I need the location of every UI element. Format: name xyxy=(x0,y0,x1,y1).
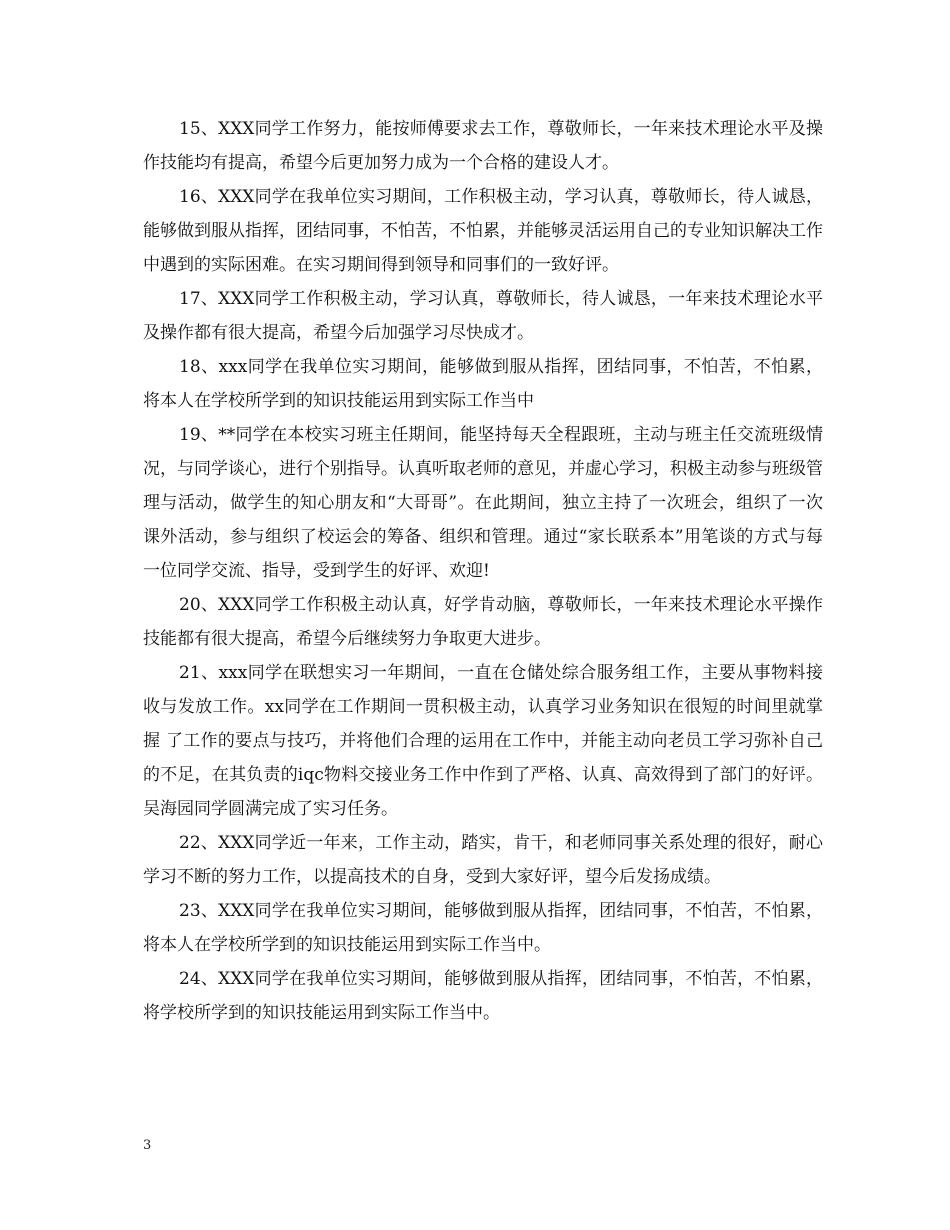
paragraph-21: 21、xxx同学在联想实习一年期间，一直在仓储处综合服务组工作，主要从事物料接收与发放工作。xx同学在工作期间一贯积极主动，认真学习业务知识在很短的时间里就掌握 了工作的要点与技巧，并将他们合理的运用在工作中，并能主动向老员工学习弥补自己的不足，在其负责的iqc物料交接业务工作中作到了严格、认真、高效得到了部门的好评。吴海园同学圆满完成了实习任务。 xyxy=(143,663,823,819)
paragraph-16: 16、XXX同学在我单位实习期间，工作积极主动，学习认真，尊敬师长，待人诚恳，能够做到服从指挥，团结同事，不怕苦，不怕累，并能够灵活运用自己的专业知识解决工作中遇到的实际困难。在实习期间得到领导和同事们的一致好评。 xyxy=(143,187,823,275)
document-body xyxy=(143,112,823,1030)
paragraph-24: 24、XXX同学在我单位实习期间，能够做到服从指挥，团结同事，不怕苦，不怕累，将学校所学到的知识技能运用到实际工作当中。 xyxy=(143,969,823,1023)
paragraph-18: 18、xxx同学在我单位实习期间，能够做到服从指挥，团结同事，不怕苦，不怕累，将本人在学校所学到的知识技能运用到实际工作当中 xyxy=(143,357,823,411)
paragraph-19: 19、**同学在本校实习班主任期间，能坚持每天全程跟班，主动与班主任交流班级情况，与同学谈心，进行个别指导。认真听取老师的意见，并虚心学习，积极主动参与班级管理与活动，做学生的知心朋友和“大哥哥”。在此期间，独立主持了一次班会，组织了一次课外活动，参与组织了校运会的筹备、组织和管理。通过“家长联系本”用笔谈的方式与每一位同学交流、指导，受到学生的好评、欢迎! xyxy=(143,425,823,581)
paragraph-17: 17、XXX同学工作积极主动，学习认真，尊敬师长，待人诚恳，一年来技术理论水平及操作都有很大提高，希望今后加强学习尽快成才。 xyxy=(143,289,823,343)
page-number: 3 xyxy=(143,1138,152,1153)
paragraph-23: 23、XXX同学在我单位实习期间，能够做到服从指挥，团结同事，不怕苦，不怕累，将本人在学校所学到的知识技能运用到实际工作当中。 xyxy=(143,901,823,955)
paragraph-15: 15、XXX同学工作努力，能按师傅要求去工作，尊敬师长，一年来技术理论水平及操作技能均有提高，希望今后更加努力成为一个合格的建设人才。 xyxy=(143,119,823,173)
paragraph-22: 22、XXX同学近一年来，工作主动，踏实，肯干，和老师同事关系处理的很好，耐心学习不断的努力工作，以提高技术的自身，受到大家好评，望今后发扬成绩。 xyxy=(143,833,823,887)
paragraph-20: 20、XXX同学工作积极主动认真，好学肯动脑，尊敬师长，一年来技术理论水平操作技能都有很大提高，希望今后继续努力争取更大进步。 xyxy=(143,595,823,649)
